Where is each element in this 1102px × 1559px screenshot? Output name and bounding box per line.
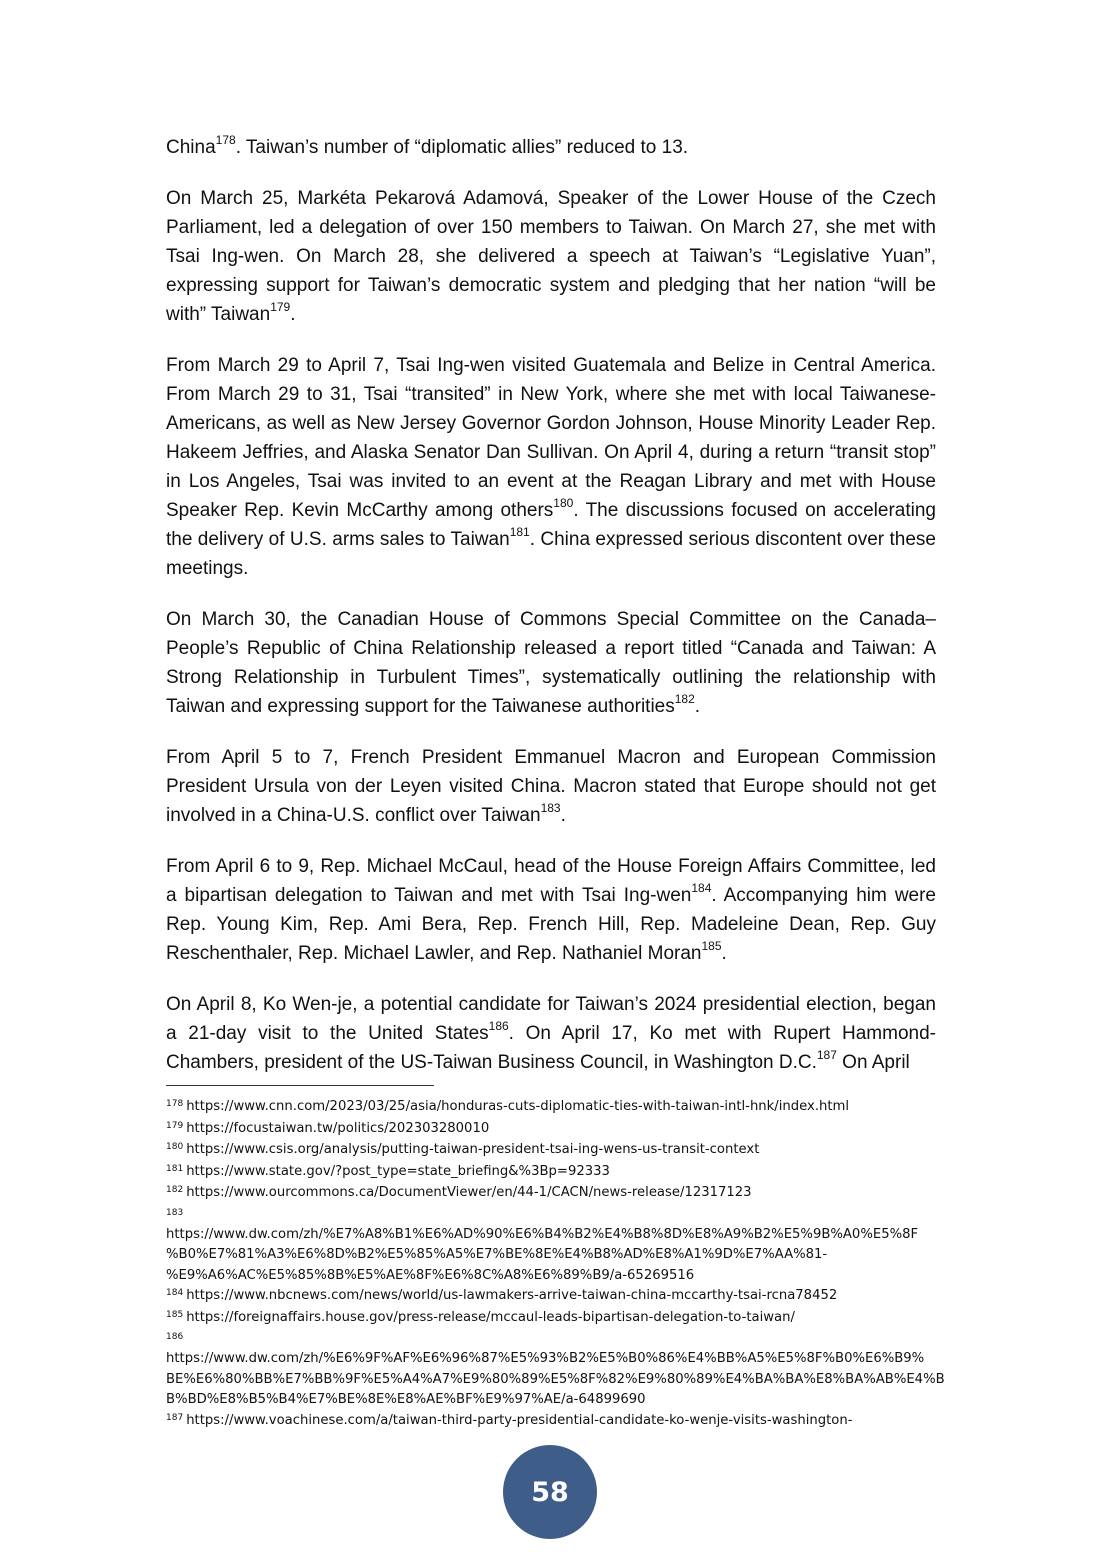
- text: . Taiwan’s number of “diplomatic allies” reduced to 13.: [235, 137, 689, 158]
- footnote-link[interactable]: https://www.voachinese.com/a/taiwan-third-party-presidential-candidate-ko-wenje-visits-washington-: [186, 1412, 853, 1428]
- footnote-link[interactable]: https://www.ourcommons.ca/DocumentViewer/en/44-1/CACN/news-release/12317123: [186, 1185, 752, 1200]
- text: On March 30, the Canadian House of Commons Special Committee on the Canada–People’s Republic of China Relationship released a report titled “Canada and Taiwan: A Strong Relationship in Turbulent Times”, systematically outlining the relationship with Taiwan and expressing support for the Taiwanese authorities: [166, 609, 936, 717]
- footnote-179: [166, 1119, 946, 1141]
- footnote-number: 181: [166, 1163, 184, 1174]
- footnote-184: [166, 1286, 946, 1308]
- body-text: [166, 133, 936, 1099]
- footnote-ref[interactable]: 186: [488, 1018, 509, 1033]
- footnote-number: 178: [166, 1099, 184, 1109]
- footnote-ref[interactable]: 180: [553, 495, 574, 510]
- text: On March 25, Markéta Pekarová Adamová, Speaker of the Lower House of the Czech Parliament, led a delegation of over 150 members to Taiwan. On March 27, she met with Tsai Ing-wen. On March 28, she delivered a speech at Taiwan’s “Legislative Yuan”, expressing support for Taiwan’s democratic system and pledging that her nation “will be with” Taiwan: [166, 188, 936, 325]
- footnote-link[interactable]: https://www.csis.org/analysis/putting-taiwan-president-tsai-ing-wens-us-transit-context: [186, 1142, 760, 1157]
- footnote-number: 182: [166, 1185, 184, 1195]
- footnote-ref[interactable]: 179: [270, 299, 291, 314]
- footnote-ref[interactable]: 181: [509, 524, 530, 539]
- footnote-182: [166, 1183, 946, 1205]
- footnote-183: [166, 1205, 946, 1287]
- footnote-link[interactable]: %B0%E7%81%A3%E6%8D%B2%E5%85%A5%E7%BE%8E%E4%B8%AD%E8%A1%9D%E7%AA%81-: [166, 1247, 828, 1262]
- footnote-number: 185: [166, 1309, 184, 1320]
- footnote-ref[interactable]: 187: [816, 1047, 837, 1062]
- text: .: [721, 943, 727, 964]
- footnote-number: 183: [166, 1207, 184, 1218]
- footnote-185: [166, 1308, 946, 1330]
- footnote-ref[interactable]: 184: [691, 880, 712, 895]
- footnote-number: 179: [166, 1120, 184, 1131]
- paragraph: [166, 605, 936, 721]
- text: From March 29 to April 7, Tsai Ing-wen visited Guatemala and Belize in Central America. From March 29 to 31, Tsai “transited” in New York, where she met with local Taiwanese-Americans, as well as New Jersey Governor Gordon Johnson, House Minority Leader Rep. Hakeem Jeffries, and Alaska Senator Dan Sullivan. On April 4, during a return “transit stop” in Los Angeles, Tsai was invited to an event at the Reagan Library and met with House Speaker Rep. Kevin McCarthy among others: [166, 355, 936, 521]
- page-number: 58: [531, 1476, 569, 1508]
- footnote-link[interactable]: https://www.state.gov/?post_type=state_briefing&%3Bp=92333: [186, 1163, 610, 1179]
- paragraph: [166, 184, 936, 329]
- paragraph: [166, 990, 936, 1077]
- text: . The discussions focused on accelerating the delivery of U.S. arms sales to Taiwan: [166, 500, 936, 550]
- text: From April 5 to 7, French President Emmanuel Macron and European Commission President Ursula von der Leyen visited China. Macron stated that Europe should not get involved in a China-U.S. conflict over Taiwan: [166, 747, 936, 826]
- footnote-link[interactable]: https://www.nbcnews.com/news/world/us-lawmakers-arrive-taiwan-china-mccarthy-tsai-rcna78452: [186, 1288, 838, 1303]
- footnote-number: 180: [166, 1142, 184, 1152]
- text: . China expressed serious discontent over these meetings.: [166, 529, 936, 579]
- text: .: [290, 304, 296, 325]
- footnote-link[interactable]: https://www.dw.com/zh/%E7%A8%B1%E6%AD%90%E6%B4%B2%E4%B8%8D%E8%A9%B2%E5%9B%A0%E5%8F: [166, 1226, 919, 1242]
- footnote-186: [166, 1329, 946, 1411]
- footnote-link[interactable]: https://www.cnn.com/2023/03/25/asia/honduras-cuts-diplomatic-ties-with-taiwan-intl-hnk/index.html: [186, 1099, 850, 1114]
- footnotes: [166, 1097, 946, 1432]
- text: .: [694, 696, 701, 717]
- paragraph: [166, 852, 936, 968]
- footnote-link[interactable]: https://foreignaffairs.house.gov/press-release/mccaul-leads-bipartisan-delegation-to-taiwan/: [186, 1309, 795, 1325]
- footnote-187: [166, 1411, 946, 1433]
- footnote-link[interactable]: https://focustaiwan.tw/politics/202303280010: [186, 1120, 490, 1136]
- page-number-badge: [503, 1445, 597, 1539]
- footnote-link[interactable]: %E9%A6%AC%E5%85%8B%E5%AE%8F%E6%8C%A8%E6%89%B9/a-65269516: [166, 1267, 695, 1283]
- text: On April 8, Ko Wen-je, a potential candidate for Taiwan’s 2024 presidential election, began a 21-day visit to the United States: [166, 994, 936, 1044]
- text: .: [560, 805, 566, 826]
- text: On April: [836, 1052, 910, 1073]
- footnote-181: [166, 1162, 946, 1184]
- footnote-separator: [166, 1085, 434, 1086]
- paragraph: [166, 133, 936, 162]
- footnote-number: 186: [166, 1332, 184, 1342]
- text: From April 6 to 9, Rep. Michael McCaul, head of the House Foreign Affairs Committee, led a bipartisan delegation to Taiwan and met with Tsai Ing-wen: [166, 856, 936, 906]
- paragraph: [166, 743, 936, 830]
- text: . On April 17, Ko met with Rupert Hammond-Chambers, president of the US-Taiwan Business Council, in Washington D.C.: [166, 1023, 936, 1073]
- footnote-link[interactable]: B%BD%E8%B5%B4%E7%BE%8E%E8%AE%BF%E9%97%AE/a-64899690: [166, 1392, 646, 1407]
- footnote-178: [166, 1097, 946, 1119]
- footnote-ref[interactable]: 185: [701, 938, 722, 953]
- text: . Accompanying him were Rep. Young Kim, Rep. Ami Bera, Rep. French Hill, Rep. Madeleine Dean, Rep. Guy Reschenthaler, Rep. Michael Lawler, and Rep. Nathaniel Moran: [166, 885, 936, 964]
- paragraph: [166, 351, 936, 583]
- text: China: [166, 137, 216, 158]
- footnote-ref[interactable]: 183: [540, 800, 561, 815]
- footnote-link[interactable]: BE%E6%80%BB%E7%BB%9F%E5%A4%A7%E9%80%89%E5%8F%82%E9%80%89%E4%BA%BA%E8%BA%AB%E4%B: [166, 1371, 945, 1387]
- footnote-link[interactable]: https://www.dw.com/zh/%E6%9F%AF%E6%96%87%E5%93%B2%E5%B0%86%E4%BB%A5%E5%8F%B0%E6%B9%: [166, 1351, 925, 1366]
- footnote-180: [166, 1140, 946, 1162]
- footnote-number: 187: [166, 1412, 184, 1423]
- footnote-ref[interactable]: 182: [674, 691, 695, 706]
- footnote-number: 184: [166, 1288, 184, 1298]
- footnote-ref[interactable]: 178: [215, 132, 236, 147]
